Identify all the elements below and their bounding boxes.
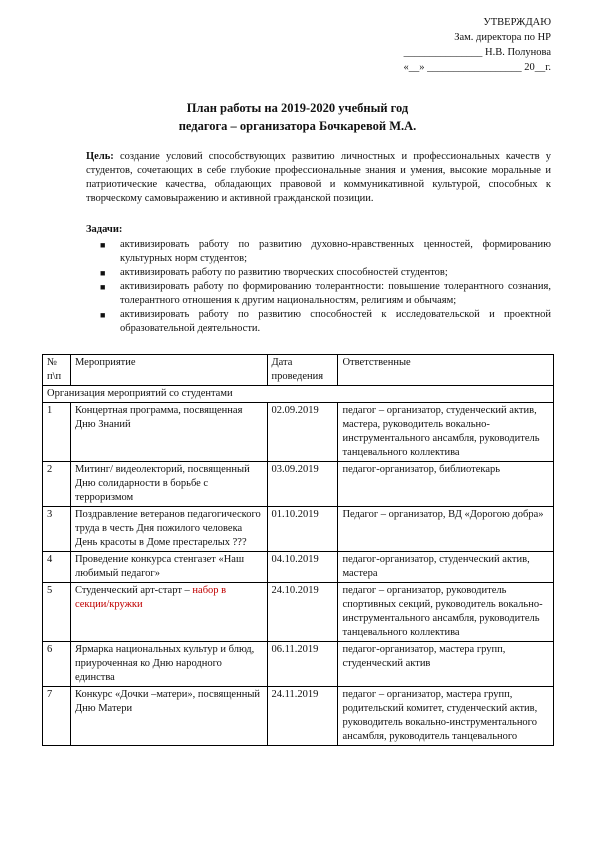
row-event: Конкурс «Дочки –матери», посвященный Дню Матери <box>70 687 267 746</box>
goal-paragraph <box>86 150 551 206</box>
row-event: Ярмарка национальных культур и блюд, приуроченная ко Дню народного единства <box>70 642 267 687</box>
row-responsible: педагог-организатор, студенческий актив, мастера <box>338 552 554 583</box>
row-responsible: педагог-организатор, мастера групп, студенческий актив <box>338 642 554 687</box>
row-event: Митинг/ видеолекторий, посвященный Дню солидарности в борьбе с терроризмом <box>70 462 267 507</box>
goal-text: создание условий способствующих развитию личностных и профессиональных качеств у студентов, сочетающих в себе глубокие профессиональные знания и умения, высокие моральные и патриотические качества, обладающих правовой и коммуникативной культурой, способных к творческому самовыражению и активной гражданской позиции. <box>86 151 551 204</box>
section-row <box>43 386 554 403</box>
table-row <box>43 507 554 552</box>
row-date: 01.10.2019 <box>267 507 338 552</box>
row-event: Концертная программа, посвященная Дню Знаний <box>70 403 267 462</box>
table-row <box>43 462 554 507</box>
bullet-icon: ■ <box>100 282 106 292</box>
row-num: 1 <box>43 403 71 462</box>
row-event: Поздравление ветеранов педагогического труда в честь Дня пожилого человека День красоты в Доме престарелых ??? <box>70 507 267 552</box>
row-num: 2 <box>43 462 71 507</box>
row-responsible: педагог-организатор, библиотекарь <box>338 462 554 507</box>
row-num: 5 <box>43 583 71 642</box>
document-title <box>0 99 595 135</box>
header-date: Дата проведения <box>267 355 338 386</box>
title-line-2: педагога – организатора Бочкаревой М.А. <box>178 119 417 133</box>
task-item: ■ активизировать работу по развитию творческих способностей студентов; <box>100 267 448 278</box>
tasks-list <box>100 238 551 336</box>
row-date: 04.10.2019 <box>267 552 338 583</box>
table-row <box>43 583 554 642</box>
table-row <box>43 552 554 583</box>
row-event: Проведение конкурса стенгазет «Наш любимый педагог» <box>70 552 267 583</box>
bullet-icon: ■ <box>100 240 106 250</box>
row-responsible: Педагог – организатор, ВД «Дорогою добра» <box>338 507 554 552</box>
table-row <box>43 687 554 746</box>
task-item: ■ активизировать работу по развитию способностей к исследовательской и проектной образовательной деятельности. <box>100 309 551 334</box>
row-date: 24.10.2019 <box>267 583 338 642</box>
row-num: 7 <box>43 687 71 746</box>
header-responsible: Ответственные <box>338 355 554 386</box>
approval-position: Зам. директора по НР <box>454 32 551 43</box>
row-responsible: педагог – организатор, студенческий актив, мастера, руководитель вокально-инструментального ансамбля, руководитель танцевального коллектива <box>338 403 554 462</box>
header-event: Мероприятие <box>70 355 267 386</box>
row-date: 24.11.2019 <box>267 687 338 746</box>
section-title: Организация мероприятий со студентами <box>43 386 554 403</box>
tasks-label: Задачи: <box>86 224 123 235</box>
row-event-text: Студенческий арт-старт – <box>74 585 193 596</box>
task-item: ■ активизировать работу по развитию духовно-нравственных ценностей, формированию культурных норм студентов; <box>100 239 551 264</box>
row-event-highlight: набор в секции/кружки <box>74 585 227 610</box>
row-event <box>70 583 267 642</box>
bullet-icon: ■ <box>100 268 106 278</box>
bullet-icon: ■ <box>100 310 106 320</box>
plan-table <box>42 354 554 746</box>
row-date: 03.09.2019 <box>267 462 338 507</box>
header-num: № п\п <box>43 355 71 386</box>
table-header-row <box>43 355 554 386</box>
row-date: 06.11.2019 <box>267 642 338 687</box>
table-row <box>43 403 554 462</box>
goal-label: Цель: <box>86 151 114 162</box>
row-num: 3 <box>43 507 71 552</box>
approval-signature: _______________ Н.В. Полунова <box>403 47 551 58</box>
row-responsible: педагог – организатор, руководитель спортивных секций, руководитель вокально-инструментального ансамбля, руководитель танцевального коллектива <box>338 583 554 642</box>
row-num: 4 <box>43 552 71 583</box>
table-row <box>43 642 554 687</box>
task-item: ■ активизировать работу по формированию толерантности: повышение толерантного сознания, толерантного отношения к другим национальностям, религиям и обычаям; <box>100 281 551 306</box>
title-line-1: План работы на 2019-2020 учебный год <box>186 101 409 115</box>
approval-block <box>381 15 551 75</box>
row-responsible: педагог – организатор, мастера групп, родительский комитет, студенческий актив, руководитель вокально-инструментального ансамбля, руководитель танцевального <box>338 687 554 746</box>
approval-date: «__» __________________ 20__г. <box>403 62 551 73</box>
row-date: 02.09.2019 <box>267 403 338 462</box>
approval-heading: УТВЕРЖДАЮ <box>483 17 551 28</box>
row-num: 6 <box>43 642 71 687</box>
